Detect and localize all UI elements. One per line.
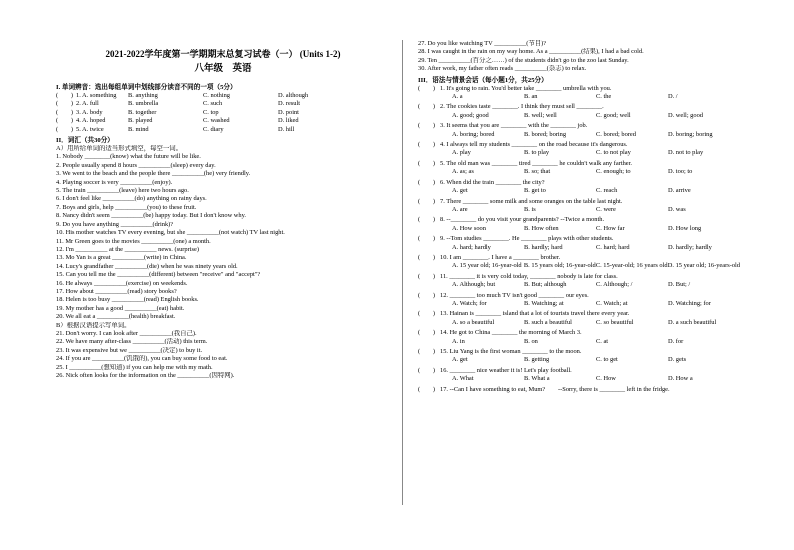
vocab-line: 20. We all eat a __________(health) breakfast. <box>56 313 176 321</box>
vocab-line: 10. His mother watches TV every evening, but she __________(not watch) TV last night. <box>56 229 285 237</box>
question-options <box>418 206 740 214</box>
question-text: 5. The old man was ________ tired ________ he couldn't walk any farther. <box>440 159 633 167</box>
vocab-line: 26. Nick often looks for the information on the __________(因特网). <box>56 372 235 379</box>
vocab-line: 9. Do you have anything __________(drink)? <box>56 220 174 228</box>
answer-paren[interactable]: ( ) <box>418 235 436 243</box>
question-text: 2. The cookies taste ________. I think they must sell ________. <box>440 103 604 111</box>
question-stem <box>418 348 740 356</box>
option-c[interactable]: C. good; well <box>596 111 631 119</box>
option-c[interactable]: C. reach <box>596 187 618 195</box>
answer-paren[interactable]: ( ) <box>418 122 436 130</box>
question-stem <box>418 367 740 375</box>
question-stem <box>418 198 740 206</box>
question-stem <box>418 273 740 281</box>
vocab-line: 18. Helen is too busy __________(read) English books. <box>56 296 199 304</box>
option-b[interactable]: B. on <box>524 337 538 345</box>
option-d[interactable]: D. 15 year old; 16-years-old <box>667 262 740 270</box>
section3-questions <box>418 85 740 394</box>
vocab-line: 13. Mo Yan is a great __________(write) in China. <box>56 254 187 262</box>
option-a[interactable]: A. good; good <box>452 111 489 119</box>
option-d[interactable]: D. Watching; for <box>668 299 711 307</box>
question-text: 9. --Tom studies ________. He ________ plays with other students. <box>440 235 614 243</box>
question-stem <box>418 329 740 337</box>
vocab-line: 8. Nancy didn't seem __________(be) happy today. But I don't know why. <box>56 212 246 220</box>
question-options <box>418 375 740 383</box>
grade-subject: 八年级 英语 <box>194 64 252 74</box>
option-c[interactable]: C. were <box>596 205 616 213</box>
question-options <box>418 131 740 139</box>
question-options <box>418 149 740 157</box>
vocab-line: 5. The train __________(leave) here two hours ago. <box>56 187 189 195</box>
vocab-line: 2. People usually spend 8 hours __________(sleep) every day. <box>56 161 216 169</box>
option-a[interactable]: A. play <box>452 149 471 157</box>
option-d[interactable]: D. How long <box>668 224 702 232</box>
question-text: 17. --Can I have something to eat, Mum? --Sorry, there is ________ left in the fridge. <box>440 385 670 393</box>
option-b[interactable]: B. How often <box>524 224 559 232</box>
option-c[interactable]: C. hard; hard <box>596 243 630 251</box>
phonics-row: ( ) 2. A. full B. umbrella C. such D. result <box>56 100 301 108</box>
answer-paren[interactable]: ( ) <box>418 329 436 337</box>
question-stem <box>418 254 740 262</box>
section2-part-b: B）根据汉语提示写单词。 <box>56 321 131 329</box>
question-stem <box>418 386 740 394</box>
option-b[interactable]: B. such a beautiful <box>524 318 572 326</box>
option-c[interactable]: C. the <box>596 93 612 101</box>
question-text: 11. ________ it is very cold today, ________ nobody is late for class. <box>440 272 618 280</box>
question-options <box>418 300 740 308</box>
answer-paren[interactable]: ( ) <box>418 84 436 92</box>
question-stem <box>418 179 740 187</box>
answer-paren[interactable]: ( ) <box>418 159 436 167</box>
right-column <box>418 40 740 394</box>
question-text: 16. ________ nice weather it is! Let's play football. <box>440 366 572 374</box>
option-d[interactable]: D. well; good <box>668 111 703 119</box>
option-d[interactable]: D. was <box>668 205 686 213</box>
answer-paren[interactable]: ( ) <box>418 385 436 393</box>
vocab-line: 24. If you are __________(饥饿的), you can buy some food to eat. <box>56 355 228 363</box>
question-text: 8. --________ do you visit your grandparents? --Twice a month. <box>440 216 605 224</box>
vocab-line: 15. Can you tell me the __________(different) between "receive" and "accept"? <box>56 271 261 279</box>
question-stem <box>418 122 740 130</box>
question-text: 7. There ________ some milk and some oranges on the table last night. <box>440 197 623 205</box>
option-c[interactable]: C. How <box>596 375 616 383</box>
question-text: 3. It seems that you are ________ with the ________ job. <box>440 122 588 130</box>
question-stem <box>418 235 740 243</box>
question-text: 1. It's going to rain. You'd better take ________ umbrella with you. <box>440 84 612 92</box>
option-a[interactable]: A. in <box>452 337 465 345</box>
vocab-line: 28. I was caught in the rain on my way home. As a __________(结果), I had a bad cold. <box>418 48 644 56</box>
exam-title: 2021-2022学年度第一学期期末总复习试卷（一） (Units 1-2) <box>105 49 341 59</box>
question-stem <box>418 310 740 318</box>
vocab-line: 30. After work, my father often reads __________(杂志) to relax. <box>418 65 587 73</box>
option-d[interactable]: D. a such beautiful <box>668 318 717 326</box>
question-stem <box>418 160 740 168</box>
option-c[interactable]: C. so beautiful <box>596 318 634 326</box>
option-d[interactable]: D. too; to <box>668 168 693 176</box>
question-options <box>418 168 740 176</box>
question-options <box>418 244 740 252</box>
option-b[interactable]: B. bored; boring <box>524 130 567 138</box>
answer-paren[interactable]: ( ) <box>418 272 436 280</box>
option-c[interactable]: C. enough; to <box>596 168 631 176</box>
option-c[interactable]: C. at <box>596 337 609 345</box>
vocab-line: 12. I'm __________ at the __________ news. (surprise) <box>56 245 199 253</box>
answer-paren[interactable]: ( ) <box>418 253 436 261</box>
option-d[interactable]: D. not to play <box>668 149 704 157</box>
section2-part-a: A）用所给单词的适当形式填空，每空一词。 <box>56 145 183 153</box>
option-d[interactable]: D. / <box>668 93 678 101</box>
option-c[interactable]: C. Although; / <box>596 281 633 289</box>
vocab-line: 6. I don't feel like __________(do) anything on rainy days. <box>56 195 207 203</box>
left-column <box>56 44 390 380</box>
question-text: 14. He got to China ________ the morning of March 3. <box>440 329 582 337</box>
option-d[interactable]: D. gets <box>668 356 687 364</box>
section1-rows <box>56 92 390 134</box>
option-b[interactable]: B. getting <box>524 356 550 364</box>
vocab-line: 16. He always __________(exercise) on weekends. <box>56 279 188 287</box>
vocab-line: 22. We have many after-class __________(活动) this term. <box>56 338 208 346</box>
option-a[interactable]: A. so a beautiful <box>452 318 495 326</box>
question-stem <box>418 292 740 300</box>
option-c[interactable]: C. to get <box>596 356 618 364</box>
option-a[interactable]: A. a <box>452 93 463 101</box>
answer-paren[interactable]: ( ) <box>418 310 436 318</box>
question-stem <box>418 141 740 149</box>
question-options <box>418 319 740 327</box>
question-options <box>418 281 740 289</box>
option-c[interactable]: C. How far <box>596 224 625 232</box>
option-b[interactable]: B. to play <box>524 149 550 157</box>
section1-heading: I. 单词辨音：选出每组单词中划线部分读音不同的一项（5分） <box>56 84 237 91</box>
question-text: 12. ________ too much TV isn't good ________ our eyes. <box>440 291 589 299</box>
option-a[interactable]: A. Although; but <box>452 281 496 289</box>
option-b[interactable]: B. But; although <box>524 281 567 289</box>
answer-paren[interactable]: ( ) <box>418 348 436 355</box>
answer-paren[interactable]: ( ) <box>418 216 436 224</box>
phonics-row: ( ) 1. A. something B. anything C. nothing D. although <box>56 92 309 99</box>
question-text: 13. Hainan is ________ island that a lot of tourists travel there every year. <box>440 310 630 318</box>
vocab-line: 25. I __________(想知道) if you can help me with my math. <box>56 363 213 371</box>
answer-paren[interactable]: ( ) <box>418 197 436 205</box>
vocab-line: 14. Lucy's grandfather __________(die) when he was ninety years old. <box>56 262 238 270</box>
option-d[interactable]: D. How a <box>668 375 693 383</box>
question-options <box>418 112 740 120</box>
question-stem <box>418 216 740 224</box>
option-c[interactable]: C. 15-year-old; 16 years old <box>595 262 668 270</box>
question-text: 4. I always tell my students ________ on the road because it's dangerous. <box>440 141 628 149</box>
option-b[interactable]: B. What a <box>524 375 550 383</box>
option-b[interactable]: B. well; well <box>524 111 557 119</box>
phonics-row: ( ) 3. A. body B. together C. top D. point <box>56 108 299 116</box>
vocab-line: 21. Don't worry. I can look after __________(我自己). <box>56 329 197 337</box>
option-b[interactable]: B. get to <box>524 187 546 195</box>
question-options <box>418 225 740 233</box>
vocab-line: 17. How about __________(read) story books? <box>56 287 177 295</box>
answer-paren[interactable]: ( ) <box>418 366 436 374</box>
option-b[interactable]: B. is <box>524 205 536 213</box>
option-d[interactable]: D. But; / <box>668 281 691 289</box>
option-c[interactable]: C. to not play <box>596 149 631 157</box>
option-a[interactable]: A. Watch; for <box>452 299 487 307</box>
vocab-line: 23. It was expensive but we __________(决定) to buy it. <box>56 346 203 354</box>
option-a[interactable]: A. get <box>452 187 468 195</box>
question-options <box>418 187 740 195</box>
phonics-row: ( ) 4. A. hoped B. played C. washed D. liked <box>56 117 299 125</box>
option-a[interactable]: A. get <box>452 356 468 364</box>
vocab-line: 7. Boys and girls, help __________(you) to these fruit. <box>56 203 197 211</box>
section3-heading: III．语法与情景会话（每小题1分，共25分） <box>418 76 548 84</box>
vocab-line: 4. Playing soccer is very __________(enjoy). <box>56 178 173 186</box>
question-text: 10. I am ________. I have a ________ brother. <box>440 253 561 261</box>
vocab-line: 27. Do you like watching TV __________(节目)? <box>418 40 547 47</box>
option-d[interactable]: D. arrive <box>668 187 691 195</box>
option-c[interactable]: C. Watch; at <box>596 299 628 307</box>
option-b[interactable]: B. 15 years old; 16-year-old <box>523 262 596 270</box>
question-text: 6. When did the train ________ the city? <box>440 178 545 186</box>
vocab-line: 11. Mr Green goes to the movies __________(one) a month. <box>56 237 211 245</box>
option-b[interactable]: B. Watching; at <box>524 299 564 307</box>
option-d[interactable]: D. for <box>668 337 684 345</box>
option-a[interactable]: A. hard; hardly <box>452 243 491 251</box>
answer-paren[interactable]: ( ) <box>418 141 436 149</box>
answer-paren[interactable]: ( ) <box>418 178 436 186</box>
question-options <box>418 338 740 346</box>
option-a[interactable]: A. as; as <box>452 168 474 176</box>
vocab-line: 19. My mother has a good __________(eat) habit. <box>56 304 185 312</box>
option-d[interactable]: D. boring; boring <box>668 130 713 138</box>
option-b[interactable]: B. so; that <box>524 168 551 176</box>
option-a[interactable]: A. How soon <box>452 224 486 232</box>
option-a[interactable]: A. boring; bored <box>452 130 495 138</box>
question-options <box>418 356 740 364</box>
question-text: 15. Liu Yang is the first woman ________ to the moon. <box>440 348 582 355</box>
question-stem <box>418 103 740 111</box>
option-b[interactable]: B. hardly; hard <box>524 243 563 251</box>
column-divider <box>402 40 403 505</box>
option-b[interactable]: B. an <box>524 93 538 101</box>
question-options <box>418 93 740 101</box>
vocab-line: 1. Nobody ________(know) what the future will be like. <box>56 153 201 161</box>
option-a[interactable]: A. 15 year old; 16-year-old <box>452 262 522 270</box>
option-a[interactable]: A. What <box>452 375 474 383</box>
option-a[interactable]: A. are <box>452 205 468 213</box>
question-options <box>418 262 740 270</box>
vocab-line: 29. Ten __________(百分之……) of the students didn't go to the zoo last Sunday. <box>418 56 629 64</box>
answer-paren[interactable]: ( ) <box>418 291 436 299</box>
answer-paren[interactable]: ( ) <box>418 103 436 111</box>
vocab-line: 3. We went to the beach and the people there __________(he) very friendly. <box>56 170 251 178</box>
option-c[interactable]: C. bored; bored <box>596 130 636 138</box>
section2-heading: II．词汇（共30分） <box>56 137 114 145</box>
question-stem <box>418 85 740 93</box>
option-d[interactable]: D. hardly; hardly <box>668 243 712 251</box>
phonics-row: ( ) 5. A. twice B. mind C. diary D. hill <box>56 125 295 133</box>
